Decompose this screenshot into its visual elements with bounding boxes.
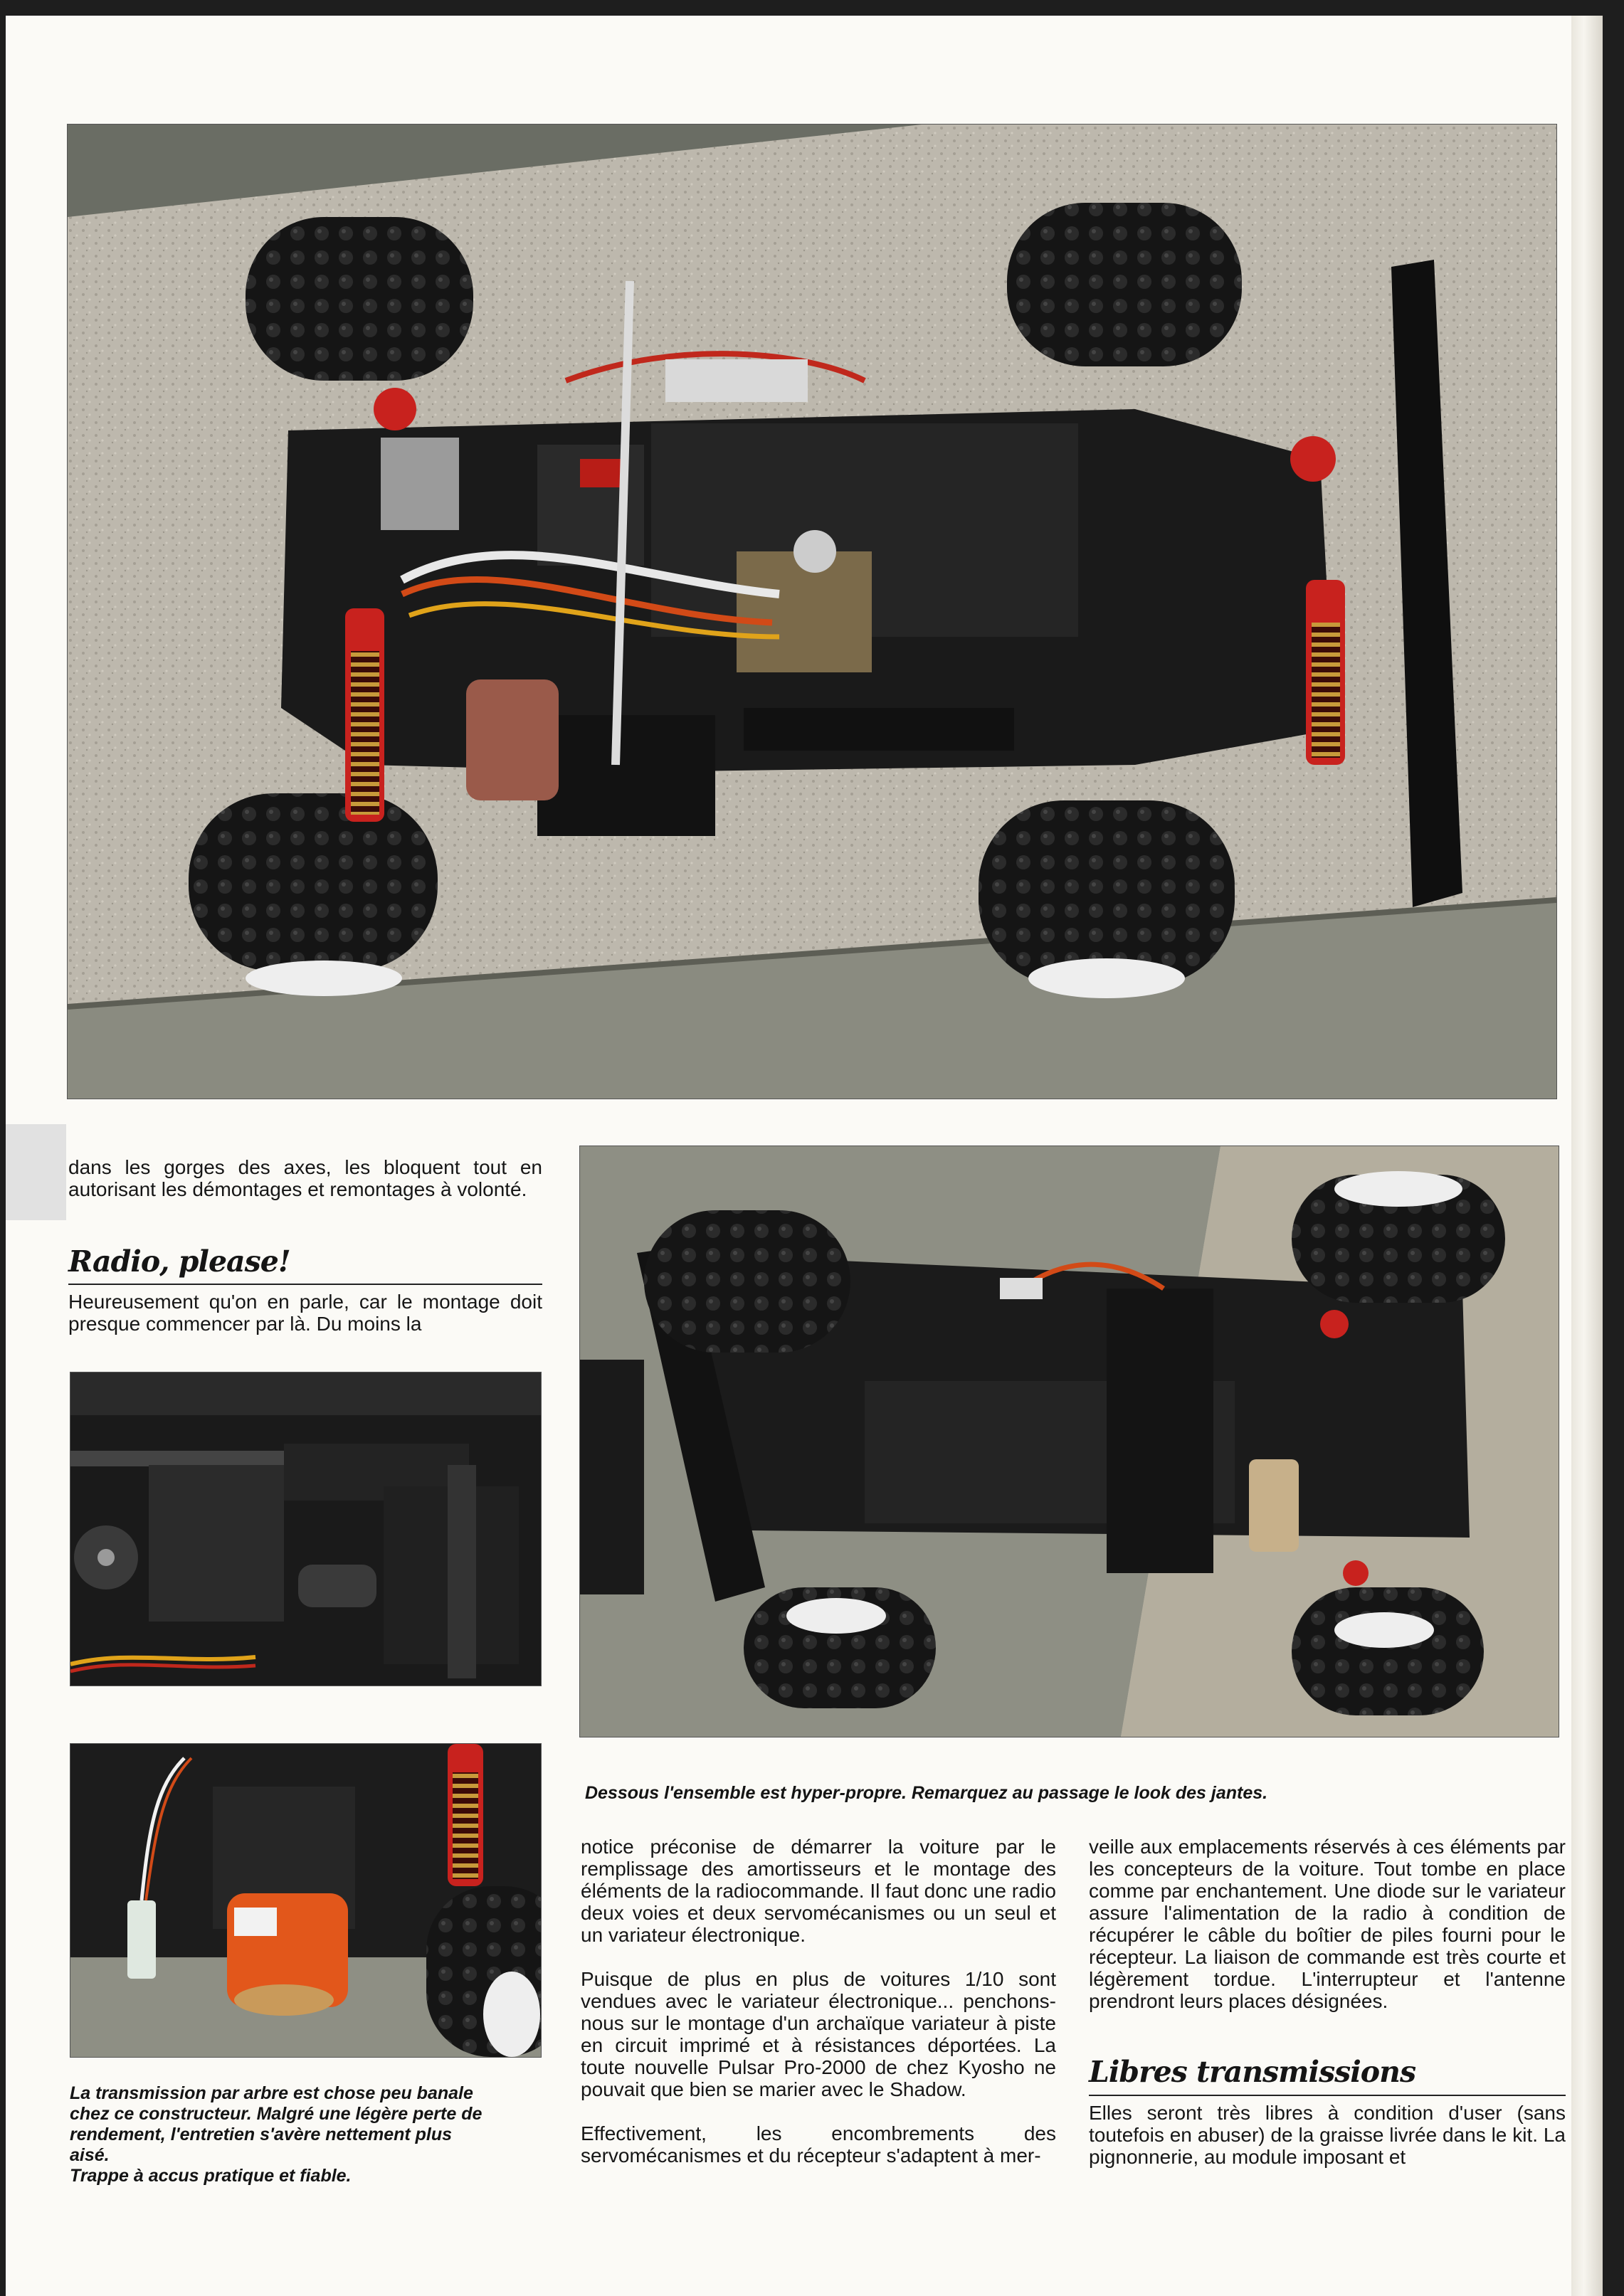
chassis-underside-illustration	[580, 1146, 1559, 1737]
chassis-top-illustration	[68, 125, 1556, 1099]
column-middle-p2: Puisque de plus en plus de voitures 1/10 sont vendues avec le variateur électronique... penchons-nous sur le montage d'un archaïque variateur à piste en circuit imprimé et à résistances déportées. La toute nouvelle Pulsar Pro-2000 de chez Kyosho ne pouvait que bien se marier avec le Shadow.	[581, 1968, 1056, 2100]
photo-transmission-detail	[70, 1372, 542, 1686]
caption-transmission	[70, 2083, 544, 2186]
caption-line: rendement, l'entretien s'avère nettement plus	[70, 2125, 453, 2144]
caption-underside: Dessous l'ensemble est hyper-propre. Remarquez au passage le look des jantes.	[585, 1783, 1268, 1803]
heading-rule	[1089, 2095, 1566, 2096]
heading-rule	[68, 1284, 542, 1285]
caption-line: La transmission par arbre est chose peu banale	[70, 2083, 473, 2103]
heading-libres-transmissions: Libres transmissions	[1089, 2055, 1416, 2089]
photo-battery-hatch	[70, 1743, 542, 2058]
column-right-p1: veille aux emplacements réservés à ces éléments par les concepteurs de la voiture. Tout tombe en place comme par enchantement. Une diode sur le variateur assure l'alimentation de la radio à condition de récupérer le câble du boîtier de piles fourni pour le récepteur. La liaison de commande est très courte et légèrement tordue. L'interrupteur et l'antenne prendront leurs places désignées.	[1089, 1836, 1566, 2012]
column-middle-p3: Effectivement, les encombrements des servomécanismes et du récepteur s'adaptent à mer-	[581, 2122, 1056, 2167]
photo-chassis-top	[67, 124, 1557, 1099]
caption-line: aisé.	[70, 2145, 110, 2165]
column-middle-p1: notice préconise de démarrer la voiture par le remplissage des amortisseurs et le montage des éléments de la radiocommande. Il faut donc une radio deux voies et deux servomécanismes ou un seul et un variateur électronique.	[581, 1836, 1056, 1946]
caption-line: Trappe à accus pratique et fiable.	[70, 2166, 352, 2186]
magazine-page	[6, 16, 1603, 2296]
page-edge	[1571, 16, 1603, 2296]
battery-hatch-illustration	[70, 1744, 541, 2057]
transmission-illustration	[70, 1372, 541, 1686]
column-left-radio-text: Heureusement qu'on en parle, car le montage doit presque commencer par là. Du moins la	[68, 1291, 542, 1335]
photo-chassis-underside	[579, 1146, 1559, 1737]
margin-tab	[6, 1124, 66, 1220]
column-left-intro: dans les gorges des axes, les bloquent tout en autorisant les démontages et remontages à volonté.	[68, 1156, 542, 1200]
caption-line: chez ce constructeur. Malgré une légère perte de	[70, 2104, 483, 2124]
column-right-p2: Elles seront très libres à condition d'user (sans toutefois en abuser) de la graisse livrée dans le kit. La pignonnerie, au module imposant et	[1089, 2102, 1566, 2168]
heading-radio-please: Radio, please!	[68, 1244, 290, 1279]
